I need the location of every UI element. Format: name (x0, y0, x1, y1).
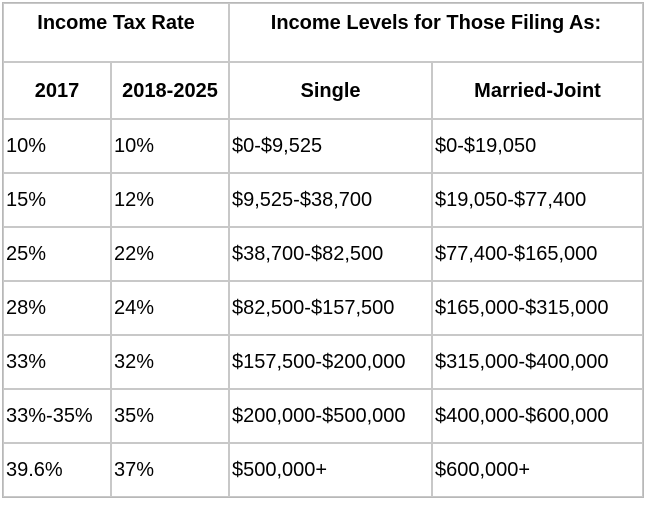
table-row (3, 227, 643, 281)
rate-2018-2025-cell: 12% (111, 173, 229, 227)
single-income-cell: $82,500-$157,500 (229, 281, 432, 335)
married-joint-income-cell: $19,050-$77,400 (432, 173, 643, 227)
married-joint-income-cell: $600,000+ (432, 443, 643, 497)
column-header-2017: 2017 (3, 62, 111, 119)
rate-2017-cell: 33% (3, 335, 111, 389)
married-joint-income-cell: $315,000-$400,000 (432, 335, 643, 389)
header-income-tax-rate: Income Tax Rate (3, 3, 229, 62)
married-joint-income-cell: $165,000-$315,000 (432, 281, 643, 335)
table-row (3, 389, 643, 443)
married-joint-income-cell: $0-$19,050 (432, 119, 643, 173)
rate-2017-cell: 25% (3, 227, 111, 281)
rate-2018-2025-cell: 35% (111, 389, 229, 443)
rate-2017-cell: 39.6% (3, 443, 111, 497)
header-income-levels: Income Levels for Those Filing As: (229, 3, 643, 62)
rate-2017-cell: 28% (3, 281, 111, 335)
single-income-cell: $9,525-$38,700 (229, 173, 432, 227)
single-income-cell: $200,000-$500,000 (229, 389, 432, 443)
table-group-header-row (3, 3, 643, 62)
single-income-cell: $38,700-$82,500 (229, 227, 432, 281)
table-column-header-row (3, 62, 643, 119)
table-row (3, 119, 643, 173)
column-header-2018-2025: 2018-2025 (111, 62, 229, 119)
table-row (3, 173, 643, 227)
rate-2018-2025-cell: 37% (111, 443, 229, 497)
married-joint-income-cell: $77,400-$165,000 (432, 227, 643, 281)
column-header-single: Single (229, 62, 432, 119)
rate-2018-2025-cell: 24% (111, 281, 229, 335)
rate-2018-2025-cell: 32% (111, 335, 229, 389)
single-income-cell: $157,500-$200,000 (229, 335, 432, 389)
single-income-cell: $0-$9,525 (229, 119, 432, 173)
table-row (3, 443, 643, 497)
single-income-cell: $500,000+ (229, 443, 432, 497)
rate-2017-cell: 10% (3, 119, 111, 173)
rate-2017-cell: 15% (3, 173, 111, 227)
married-joint-income-cell: $400,000-$600,000 (432, 389, 643, 443)
rate-2018-2025-cell: 10% (111, 119, 229, 173)
table-row (3, 335, 643, 389)
table-row (3, 281, 643, 335)
rate-2017-cell: 33%-35% (3, 389, 111, 443)
tax-bracket-table (2, 2, 644, 498)
column-header-married-joint: Married-Joint (432, 62, 643, 119)
rate-2018-2025-cell: 22% (111, 227, 229, 281)
